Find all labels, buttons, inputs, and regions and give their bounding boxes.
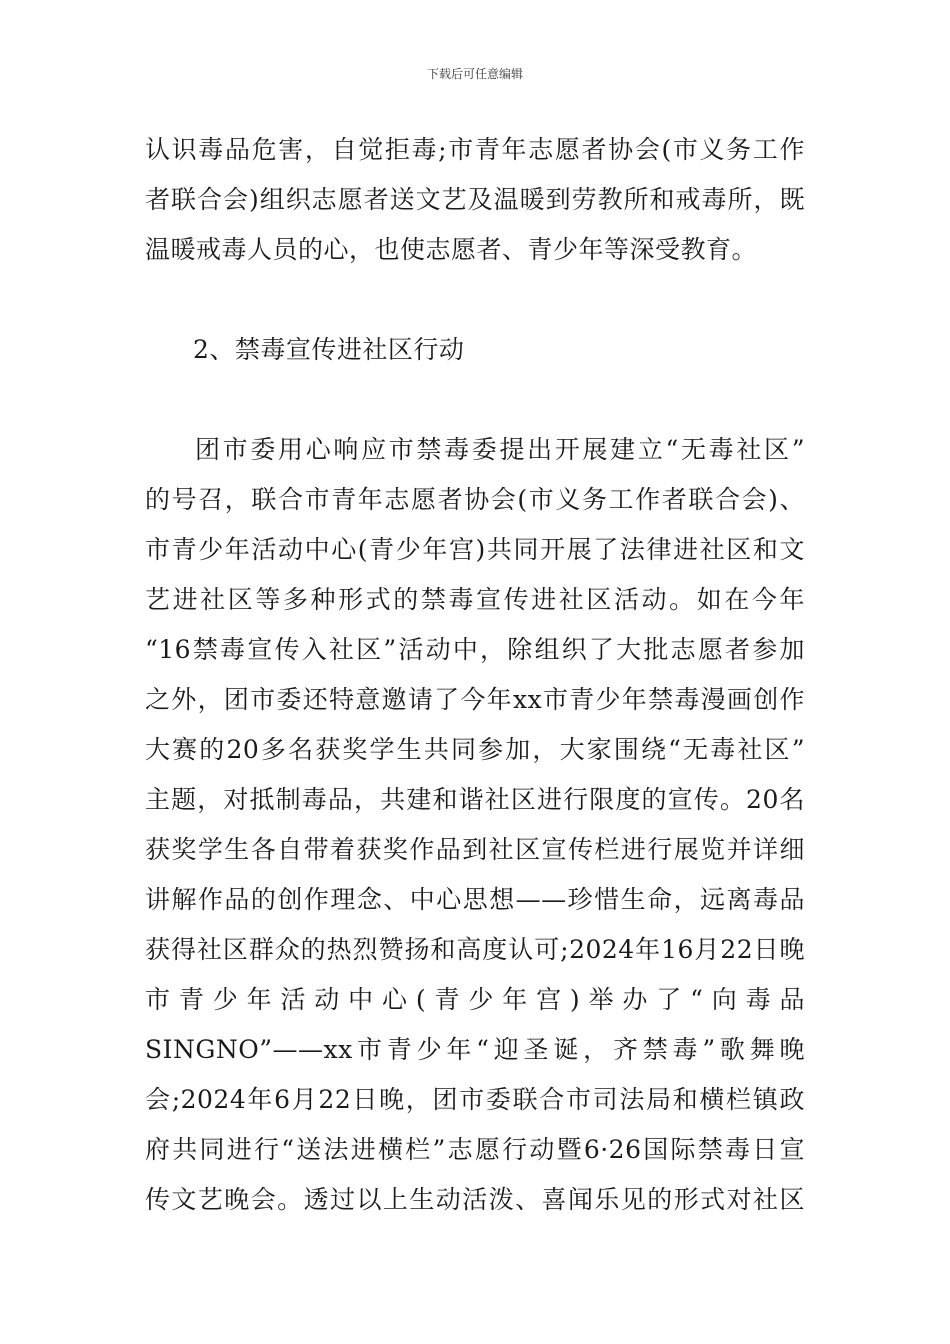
paragraph-2-line-11: 获得社区群众的热烈赞扬和高度认可;2024年16月22日晚 [145,935,805,964]
paragraph-1-line-2: 者联合会)组织志愿者送文艺及温暖到劳教所和戒毒所，既 [145,185,805,214]
paragraph-1-line-1: 认识毒品危害，自觉拒毒;市青年志愿者协会(市义务工作 [145,135,805,164]
paragraph-2-line-16: 传文艺晚会。透过以上生动活泼、喜闻乐见的形式对社区 [145,1185,805,1214]
paragraph-2-line-2: 的号召，联合市青年志愿者协会(市义务工作者联合会)、 [145,485,805,514]
paragraph-2-line-10: 讲解作品的创作理念、中心思想——珍惜生命，远离毒品 [145,885,805,914]
paragraph-2-line-3: 市青少年活动中心(青少年宫)共同开展了法律进社区和文 [145,535,805,564]
paragraph-2-line-5: “16禁毒宣传入社区”活动中，除组织了大批志愿者参加 [145,635,805,664]
paragraph-2-line-9: 获奖学生各自带着获奖作品到社区宣传栏进行展览并详细 [145,835,805,864]
paragraph-2-line-6: 之外，团市委还特意邀请了今年xx市青少年禁毒漫画创作 [145,685,805,714]
paragraph-2-line-12: 市青少年活动中心(青少年宫)举办了“向毒品 [145,985,805,1014]
paragraph-2-line-8: 主题，对抵制毒品，共建和谐社区进行限度的宣传。20名 [145,785,805,814]
paragraph-2-line-15: 府共同进行“送法进横栏”志愿行动暨6·26国际禁毒日宣 [145,1135,805,1164]
paragraph-2-line-7: 大赛的20多名获奖学生共同参加，大家围绕“无毒社区” [145,735,805,764]
page-header: 下载后可任意编辑 [426,67,523,81]
paragraph-2-line-1: 团市委用心响应市禁毒委提出开展建立“无毒社区” [195,435,805,464]
section-heading: 2、禁毒宣传进社区行动 [193,335,465,364]
paragraph-1-line-3: 温暖戒毒人员的心，也使志愿者、青少年等深受教育。 [145,235,758,264]
paragraph-2-line-13: SINGNO”——xx市青少年“迎圣诞，齐禁毒”歌舞晚 [145,1035,805,1064]
paragraph-2-line-4: 艺进社区等多种形式的禁毒宣传进社区活动。如在今年 [145,585,805,614]
paragraph-2-line-14: 会;2024年6月22日晚，团市委联合市司法局和横栏镇政 [145,1085,805,1114]
